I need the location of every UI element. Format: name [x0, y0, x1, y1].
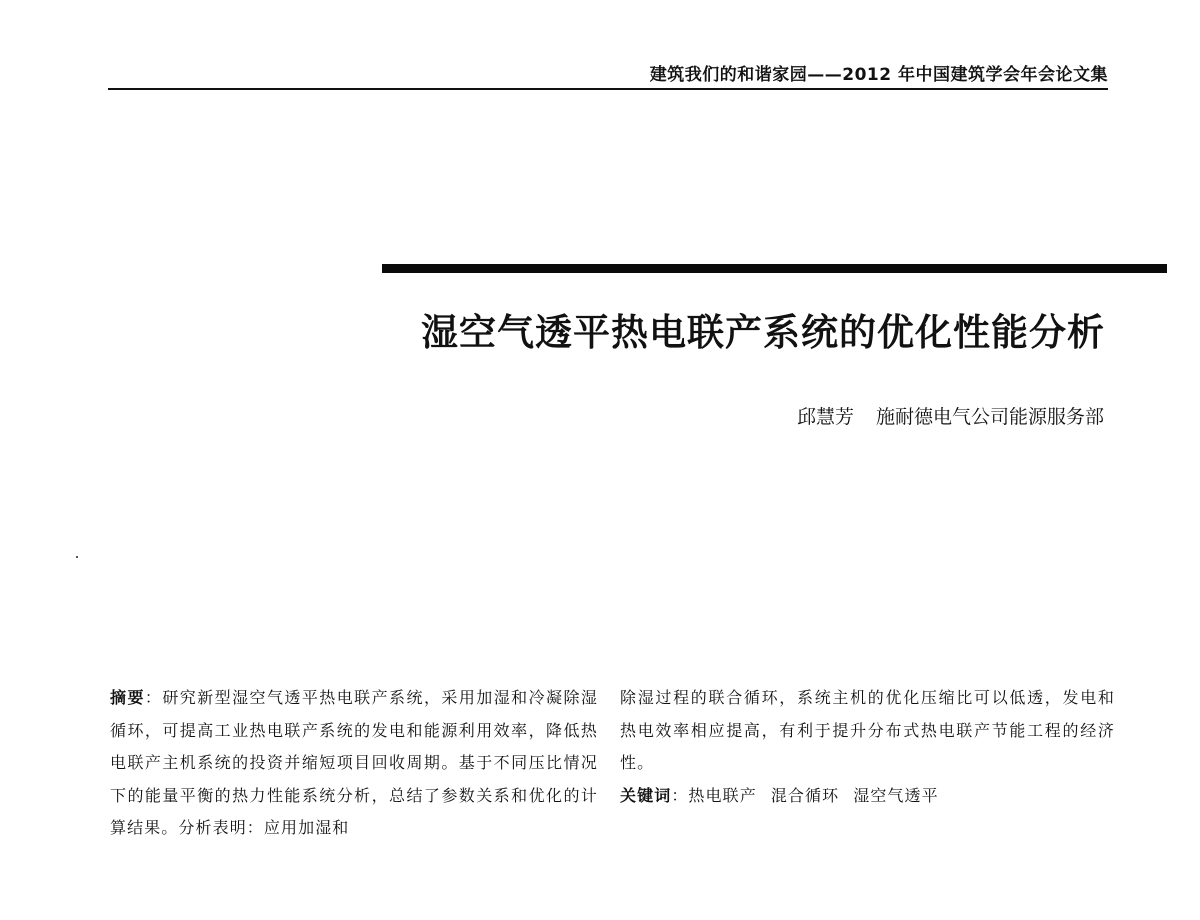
author-line	[797, 402, 1104, 429]
keyword-item: 热电联产	[688, 785, 757, 805]
paper-title: 湿空气透平热电联产系统的优化性能分析	[421, 311, 1105, 354]
keywords-separator: ：	[671, 785, 689, 805]
title-bar	[382, 264, 1167, 273]
abstract-left-column	[110, 682, 598, 845]
keyword-item: 湿空气透平	[853, 785, 939, 805]
abstract-separator: ：	[144, 688, 163, 707]
author-affiliation: 施耐德电气公司能源服务部	[875, 406, 1104, 428]
keywords-label: 关键词	[620, 785, 672, 805]
abstract-right-column	[620, 682, 1115, 812]
abstract-label: 摘要	[110, 688, 145, 707]
header-rule	[108, 88, 1108, 90]
keyword-item: 混合循环	[770, 785, 840, 805]
scan-speck	[76, 556, 78, 558]
author-name: 邱慧芳	[796, 406, 854, 428]
running-header: 建筑我们的和谐家园——2012 年中国建筑学会年会论文集	[649, 65, 1108, 85]
abstract-text-part1: 研究新型湿空气透平热电联产系统，采用加湿和冷凝除湿循环，可提高工业热电联产系统的发电和能源利用效率，降低热电联产主机系统的投资并缩短项目回收周期。基于不同压比情况下的能量平衡的热力性能系统分析，总结了参数关系和优化的计算结果。分析表明：应用加湿和	[110, 688, 598, 837]
abstract-text-part2: 除湿过程的联合循环，系统主机的优化压缩比可以低透，发电和热电效率相应提高，有利于提升分布式热电联产节能工程的经济性。	[620, 688, 1115, 772]
